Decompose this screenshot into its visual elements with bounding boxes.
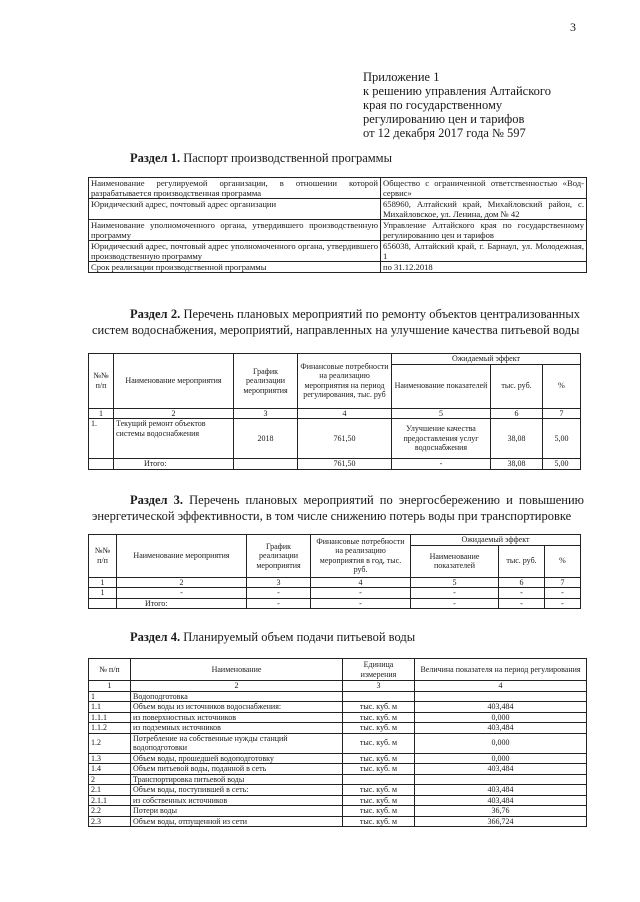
table-cell: тыс. куб. м — [343, 795, 415, 806]
column-number-row — [89, 577, 581, 588]
table-cell: 1 — [89, 408, 114, 419]
table-cell: 2.2 — [89, 806, 131, 817]
table-cell: - — [392, 459, 491, 470]
table-cell: Текущий ремонт объектов системы водоснабжения — [114, 419, 234, 459]
section-2-heading — [92, 306, 580, 338]
table-cell: тыс. куб. м — [343, 753, 415, 764]
table-cell: Улучшение качества предоставления услуг водоснабжения — [392, 419, 491, 459]
table-cell: 1.4 — [89, 764, 131, 775]
table-cell: по 31.12.2018 — [381, 262, 587, 273]
section-title: Перечень плановых мероприятий по ремонту объектов централизованных систем водоснабжения, мероприятий, направленных на улучшение качества питьевой воды — [92, 307, 580, 337]
table-cell: 4 — [415, 681, 587, 692]
table-cell: - — [499, 588, 545, 599]
table-cell: Юридический адрес, почтовый адрес организации — [89, 199, 381, 220]
table-cell — [89, 459, 114, 470]
table-cell: Объем воды, отпущенной из сети — [131, 816, 343, 827]
table-row — [89, 774, 587, 785]
table-row — [89, 702, 587, 713]
section-number: Раздел 4. — [130, 630, 181, 644]
table-cell — [343, 774, 415, 785]
table-cell: 3 — [247, 577, 311, 588]
table-cell: 7 — [545, 577, 581, 588]
table-cell: Итого: — [117, 598, 247, 609]
table-row — [89, 262, 587, 273]
header-cell: График реализации мероприятия — [234, 354, 298, 409]
table-row — [89, 241, 587, 262]
table-row — [89, 691, 587, 702]
table-cell: 3 — [343, 681, 415, 692]
table-cell: Общество с ограниченной ответственностью «Вод-сервис» — [381, 178, 587, 199]
table-cell: - — [311, 598, 411, 609]
table-row — [89, 816, 587, 827]
water-volume-table — [88, 658, 587, 827]
table-row — [89, 419, 581, 459]
table-cell: Потери воды — [131, 806, 343, 817]
section-number: Раздел 3. — [130, 493, 184, 507]
table-cell: Итого: — [114, 459, 234, 470]
header-cell: № п/п — [89, 659, 131, 681]
table-cell: 2.1 — [89, 785, 131, 796]
table-cell — [343, 691, 415, 702]
header-cell: % — [545, 545, 581, 577]
table-cell: 1 — [89, 588, 117, 599]
table-cell: тыс. куб. м — [343, 806, 415, 817]
table-row — [89, 795, 587, 806]
table-cell: 5 — [411, 577, 499, 588]
table-cell: 6 — [499, 577, 545, 588]
header-cell: №№ п/п — [89, 354, 114, 409]
table-cell: из подземных источников — [131, 723, 343, 734]
section-title: Паспорт производственной программы — [183, 151, 392, 165]
energy-measures-table — [88, 534, 581, 609]
table-cell: Потребление на собственные нужды станций водоподготовки — [131, 733, 343, 753]
appendix-line: регулированию цен и тарифов — [363, 112, 525, 126]
table-cell: 1.1 — [89, 702, 131, 713]
section-1-heading — [130, 150, 392, 166]
table-cell: 4 — [311, 577, 411, 588]
section-number: Раздел 2. — [130, 307, 181, 321]
table-cell: из поверхностных источников — [131, 712, 343, 723]
table-cell: 2 — [89, 774, 131, 785]
table-cell: 2018 — [234, 419, 298, 459]
header-cell: Единица измерения — [343, 659, 415, 681]
table-cell: - — [117, 588, 247, 599]
table-cell: 403,484 — [415, 702, 587, 713]
table-cell — [415, 691, 587, 702]
table-cell: Водоподготовка — [131, 691, 343, 702]
table-row — [89, 712, 587, 723]
table-row — [89, 764, 587, 775]
table-cell: Объем воды, поступившей в сеть: — [131, 785, 343, 796]
section-number: Раздел 1. — [130, 151, 181, 165]
table-cell: тыс. куб. м — [343, 723, 415, 734]
table-cell: 0,000 — [415, 712, 587, 723]
table-row — [89, 199, 587, 220]
table-header-row — [89, 535, 581, 546]
table-cell: 761,50 — [298, 419, 392, 459]
table-cell — [89, 598, 117, 609]
table-cell: - — [311, 588, 411, 599]
table-cell: 1. — [89, 419, 114, 459]
table-cell: тыс. куб. м — [343, 702, 415, 713]
header-cell: Наименование мероприятия — [117, 535, 247, 578]
appendix-line: края по государственному — [363, 98, 503, 112]
table-row — [89, 220, 587, 241]
table-cell: - — [411, 588, 499, 599]
table-cell: - — [545, 588, 581, 599]
header-cell: №№ п/п — [89, 535, 117, 578]
page-number: 3 — [570, 20, 576, 34]
table-cell: 403,484 — [415, 785, 587, 796]
table-cell: 366,724 — [415, 816, 587, 827]
table-cell: - — [411, 598, 499, 609]
table-cell: Юридический адрес, почтовый адрес уполномоченного органа, утвердившего производственную программу — [89, 241, 381, 262]
table-cell: 656038, Алтайский край, г. Барнаул, ул. Молодежная, 1 — [381, 241, 587, 262]
table-cell: 6 — [491, 408, 543, 419]
header-cell: тыс. руб. — [491, 364, 543, 408]
column-number-row — [89, 408, 581, 419]
table-row — [89, 785, 587, 796]
appendix-line: к решению управления Алтайского — [363, 84, 551, 98]
table-cell: 5 — [392, 408, 491, 419]
table-row — [89, 753, 587, 764]
table-cell: 403,484 — [415, 723, 587, 734]
table-header-row — [89, 659, 587, 681]
table-cell: 2 — [114, 408, 234, 419]
header-cell: Наименование показателей — [392, 364, 491, 408]
table-row — [89, 588, 581, 599]
table-cell: 658960, Алтайский край, Михайловский район, с. Михайловское, ул. Ленина, дом № 42 — [381, 199, 587, 220]
table-cell: 761,50 — [298, 459, 392, 470]
table-cell: 36,76 — [415, 806, 587, 817]
table-cell: - — [545, 598, 581, 609]
table-cell: 38,08 — [491, 419, 543, 459]
section-title: Перечень плановых мероприятий по энергосбережению и повышению энергетической эффективности, в том числе снижению потерь воды при транспортировке — [92, 493, 585, 523]
total-row — [89, 598, 581, 609]
table-cell: 1.1.1 — [89, 712, 131, 723]
total-row — [89, 459, 581, 470]
table-cell: из собственных источников — [131, 795, 343, 806]
table-cell: тыс. куб. м — [343, 712, 415, 723]
table-cell: 0,000 — [415, 733, 587, 753]
table-cell: 38,08 — [491, 459, 543, 470]
section-title: Планируемый объем подачи питьевой воды — [183, 630, 416, 644]
appendix-block — [363, 70, 551, 140]
table-row — [89, 806, 587, 817]
table-cell: Наименование уполномоченного органа, утвердившего производственную программу — [89, 220, 381, 241]
header-cell: Наименование — [131, 659, 343, 681]
table-cell: 403,484 — [415, 764, 587, 775]
table-cell: Объем питьевой воды, поданной в сеть — [131, 764, 343, 775]
appendix-line: от 12 декабря 2017 года № 597 — [363, 126, 526, 140]
header-cell: % — [543, 364, 581, 408]
table-cell: тыс. куб. м — [343, 785, 415, 796]
header-cell: тыс. руб. — [499, 545, 545, 577]
table-cell — [234, 459, 298, 470]
table-cell: Наименование регулируемой организации, в отношении которой разрабатывается производственная программа — [89, 178, 381, 199]
table-cell: 5,00 — [543, 459, 581, 470]
column-number-row — [89, 681, 587, 692]
table-cell — [415, 774, 587, 785]
table-cell: тыс. куб. м — [343, 764, 415, 775]
table-cell: Управление Алтайского края по государственному регулированию цен и тарифов — [381, 220, 587, 241]
table-cell: 1 — [89, 681, 131, 692]
table-cell: Транспортировка питьевой воды — [131, 774, 343, 785]
appendix-line: Приложение 1 — [363, 70, 440, 84]
table-cell: Срок реализации производственной программы — [89, 262, 381, 273]
table-cell: 4 — [298, 408, 392, 419]
table-cell: 0,000 — [415, 753, 587, 764]
table-cell: 2.3 — [89, 816, 131, 827]
repair-measures-table — [88, 353, 581, 470]
table-cell: 1.2 — [89, 733, 131, 753]
header-cell: Ожидаемый эффект — [392, 354, 581, 365]
table-cell: тыс. куб. м — [343, 816, 415, 827]
header-cell: Финансовые потребности на реализацию мероприятия на период регулирования, тыс. руб — [298, 354, 392, 409]
table-cell: 403,484 — [415, 795, 587, 806]
table-cell: - — [247, 588, 311, 599]
table-cell: - — [499, 598, 545, 609]
table-cell: 5,00 — [543, 419, 581, 459]
header-cell: Финансовые потребности на реализацию мероприятия в год, тыс. руб. — [311, 535, 411, 578]
section-4-heading — [130, 629, 415, 645]
header-cell: Наименование мероприятия — [114, 354, 234, 409]
table-cell: 2 — [131, 681, 343, 692]
header-cell: Наименование показателей — [411, 545, 499, 577]
table-cell: 3 — [234, 408, 298, 419]
table-cell: 1 — [89, 691, 131, 702]
header-cell: График реализации мероприятия — [247, 535, 311, 578]
table-cell: Объем воды, прошедшей водоподготовку — [131, 753, 343, 764]
header-cell: Ожидаемый эффект — [411, 535, 581, 546]
table-cell: - — [247, 598, 311, 609]
table-cell: 7 — [543, 408, 581, 419]
table-header-row — [89, 354, 581, 365]
passport-table — [88, 177, 587, 273]
table-cell: 1.3 — [89, 753, 131, 764]
table-cell: 1 — [89, 577, 117, 588]
table-row — [89, 723, 587, 734]
table-row — [89, 178, 587, 199]
table-cell: тыс. куб. м — [343, 733, 415, 753]
table-cell: 1.1.2 — [89, 723, 131, 734]
table-cell: 2.1.1 — [89, 795, 131, 806]
table-row — [89, 733, 587, 753]
section-3-heading — [92, 492, 584, 524]
table-cell: 2 — [117, 577, 247, 588]
table-cell: Объем воды из источников водоснабжения: — [131, 702, 343, 713]
header-cell: Величина показателя на период регулирования — [415, 659, 587, 681]
